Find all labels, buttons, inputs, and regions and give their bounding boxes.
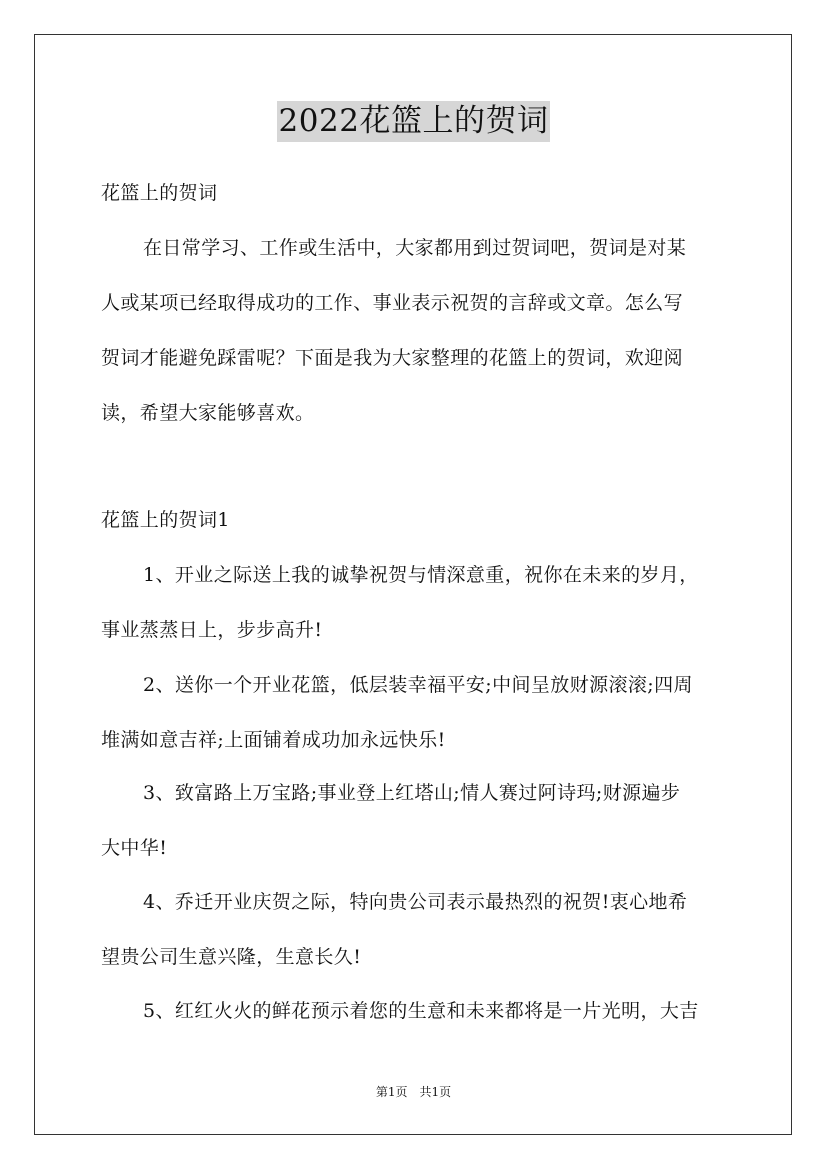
document-title: 2022花篮上的贺词 (277, 101, 551, 142)
item-line-7: 4、乔迁开业庆贺之际，特向贵公司表示最热烈的祝贺!衷心地希 (143, 891, 688, 913)
item-line-5: 3、致富路上万宝路;事业登上红塔山;情人赛过阿诗玛;财源遍步 (143, 782, 681, 804)
title-container (0, 101, 827, 142)
intro-line-4: 读，希望大家能够喜欢。 (101, 402, 315, 424)
intro-line-3: 贺词才能避免踩雷呢？下面是我为大家整理的花篮上的贺词，欢迎阅 (101, 347, 684, 369)
item-line-1: 1、开业之际送上我的诚挚祝贺与情深意重，祝你在未来的岁月， (143, 564, 699, 586)
item-line-6: 大中华! (101, 837, 168, 859)
page-footer: 第1页 共1页 (375, 1085, 452, 1099)
item-line-3: 2、送你一个开业花篮，低层装幸福平安;中间呈放财源滚滚;四周 (143, 674, 693, 696)
section-heading: 花篮上的贺词1 (101, 509, 230, 531)
item-line-2: 事业蒸蒸日上，步步高升! (101, 619, 323, 641)
intro-line-1: 在日常学习、工作或生活中，大家都用到过贺词吧，贺词是对某 (143, 237, 687, 259)
item-line-9: 5、红红火火的鲜花预示着您的生意和未来都将是一片光明，大吉 (143, 1000, 699, 1022)
item-line-4: 堆满如意吉祥;上面铺着成功加永远快乐! (101, 729, 446, 751)
intro-line-2: 人或某项已经取得成功的工作、事业表示祝贺的言辞或文章。怎么写 (101, 292, 684, 314)
item-line-8: 望贵公司生意兴隆，生意长久! (101, 946, 362, 968)
subheading: 花篮上的贺词 (101, 182, 218, 204)
